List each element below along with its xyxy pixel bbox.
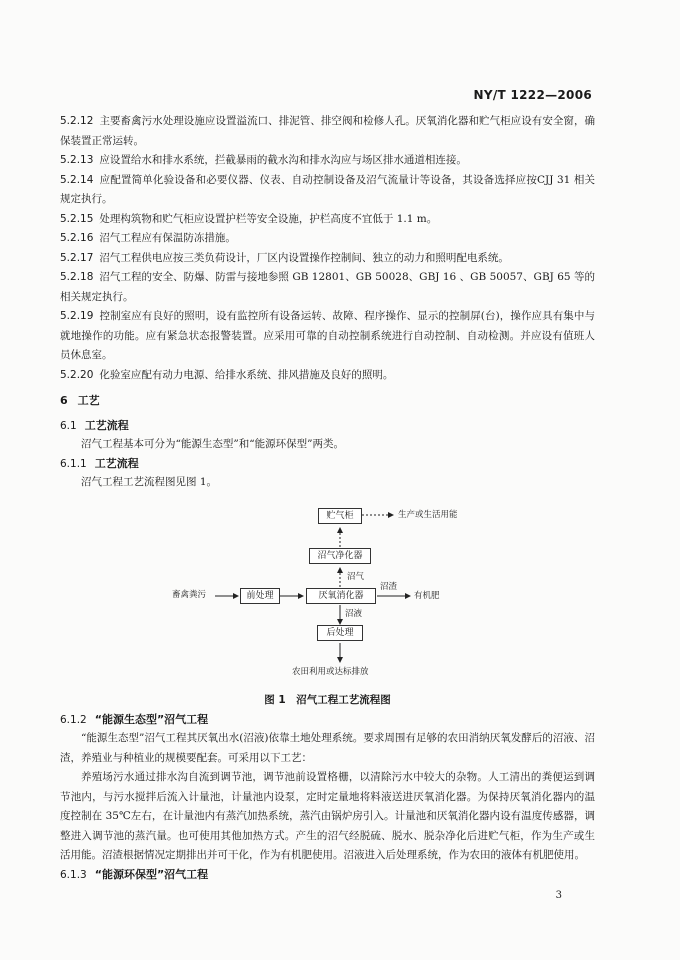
clause-number: 5.2.18 bbox=[60, 271, 94, 283]
input-label: 畜禽粪污 bbox=[172, 590, 207, 600]
posttreat-box: 后处理 bbox=[317, 625, 363, 641]
clause-5-2-16 bbox=[60, 229, 595, 249]
section-number: 6.1.1 bbox=[60, 457, 87, 470]
section-6-1-intro: 沼气工程基本可分为“能源生态型”和“能源环保型”两类。 bbox=[81, 438, 344, 450]
clause-number: 5.2.15 bbox=[60, 212, 94, 225]
clause-text: 应配置简单化验设备和必要仪器、仪表、自动控制设备及沼气流量计等设备，其设备选择应按CJJ 31 相关规定执行。 bbox=[60, 173, 595, 205]
section-number: 6.1.3 bbox=[60, 868, 87, 881]
clause-5-2-20 bbox=[60, 366, 595, 386]
standard-code: NY/T 1222—2006 bbox=[473, 88, 592, 102]
page-content bbox=[60, 112, 595, 884]
section-title: “能源环保型”沼气工程 bbox=[94, 867, 209, 881]
section-title: 工艺流程 bbox=[84, 419, 129, 432]
section-title: 工艺流程 bbox=[94, 456, 139, 470]
section-number: 6 bbox=[60, 394, 68, 407]
clause-text: 沼气工程的安全、防爆、防雷与接地参照 GB 12801、GB 50028、GBJ 16 、GB 50057、GBJ 65 等的相关规定执行。 bbox=[60, 271, 595, 303]
section-6-1-2-para-2: 养殖场污水通过排水沟自流到调节池，调节池前设置格栅，以清除污水中较大的杂物。人工清出的粪便运到调节池内，与污水搅拌后流入计量池，计量池内设泵，定时定量地将料液送进厌氧消化器。为保持厌氧消化器内的温度控制在 35℃左右，在计量池内有蒸汽加热系统，蒸汽由锅炉房引入。计量池和厌氧消化器内设有温度传感器，调整进入调节池的蒸汽量。也可使用其他加热方式。产生的沼气经脱硫、脱水、脱杂净化后进贮气柜，作为生产或生活用能。沼渣根据情况定期排出并可干化，作为有机肥使用。沼液进入后处理系统，作为农田的液体有机肥使用。 bbox=[60, 771, 595, 861]
gas-holder-box: 贮气柜 bbox=[318, 508, 362, 524]
digester-box: 厌氧消化器 bbox=[306, 588, 376, 604]
clause-number: 5.2.13 bbox=[60, 154, 94, 166]
page-number: 3 bbox=[555, 890, 562, 901]
clause-text: 沼气工程供电应按三类负荷设计，厂区内设置操作控制间、独立的动力和照明配电系统。 bbox=[99, 251, 509, 264]
section-6-1-1-intro: 沼气工程工艺流程图见图 1。 bbox=[81, 475, 218, 488]
liquid-label: 沼液 bbox=[345, 609, 363, 619]
pretreat-box: 前处理 bbox=[240, 588, 280, 604]
clause-5-2-17 bbox=[60, 249, 595, 269]
biogas-label: 沼气 bbox=[347, 572, 365, 582]
purifier-box: 沼气净化器 bbox=[309, 548, 371, 564]
clause-5-2-19 bbox=[60, 307, 595, 366]
figure-caption: 图 1 沼气工程工艺流程图 bbox=[264, 694, 391, 706]
clause-5-2-12 bbox=[60, 112, 595, 151]
fertilizer-label: 有机肥 bbox=[414, 591, 440, 601]
clause-number: 5.2.17 bbox=[60, 251, 94, 264]
section-number: 6.1 bbox=[60, 420, 77, 432]
section-title: 工艺 bbox=[77, 394, 100, 407]
section-6-1-2-para-1: “能源生态型”沼气工程其厌氧出水(沼液)依靠土地处理系统。要求周围有足够的农田消纳厌氧发酵后的沼液、沼渣，养殖业与种植业的规模要配套。可采用以下工艺： bbox=[60, 732, 595, 764]
clause-text: 控制室应有良好的照明，设有监控所有设备运转、故障、程序操作、显示的控制屏(台)，操作应具有集中与就地操作的功能。应有紧急状态报警装置。应采用可靠的自动控制系统进行自动控制、自动检测。并应设有值班人员休息室。 bbox=[60, 310, 595, 361]
clause-5-2-13 bbox=[60, 151, 595, 171]
clause-number: 5.2.20 bbox=[60, 368, 94, 381]
residue-label: 沼渣 bbox=[380, 582, 398, 592]
clause-5-2-15 bbox=[60, 210, 595, 230]
clause-text: 化验室应配有动力电源、给排水系统、排风措施及良好的照明。 bbox=[99, 368, 394, 381]
clause-number: 5.2.14 bbox=[60, 173, 94, 186]
gas-use-label: 生产或生活用能 bbox=[398, 510, 458, 520]
section-6-1-3-heading bbox=[60, 866, 595, 884]
clause-text: 处理构筑物和贮气柜应设置护栏等安全设施，护栏高度不宜低于 1.1 m。 bbox=[99, 212, 438, 225]
section-6-heading bbox=[60, 391, 595, 411]
clause-5-2-14 bbox=[60, 171, 595, 210]
clause-number: 5.2.19 bbox=[60, 310, 94, 322]
section-6-1-heading bbox=[60, 417, 595, 435]
discharge-label: 农田利用或达标排放 bbox=[292, 667, 369, 677]
clause-number: 5.2.12 bbox=[60, 115, 94, 127]
clause-number: 5.2.16 bbox=[60, 232, 94, 244]
clause-text: 应设置给水和排水系统，拦截暴雨的截水沟和排水沟应与场区排水通道相连接。 bbox=[99, 154, 467, 166]
section-title: “能源生态型”沼气工程 bbox=[94, 713, 209, 726]
clause-5-2-18 bbox=[60, 268, 595, 307]
process-flow-diagram bbox=[60, 496, 595, 688]
clause-text: 沼气工程应有保温防冻措施。 bbox=[99, 232, 236, 244]
clause-text: 主要畜禽污水处理设施应设置溢流口、排泥管、排空阀和检修人孔。厌氧消化器和贮气柜应设有安全窗，确保装置正常运转。 bbox=[60, 115, 595, 147]
section-number: 6.1.2 bbox=[60, 714, 87, 726]
section-6-1-1-heading bbox=[60, 455, 595, 473]
section-6-1-2-heading bbox=[60, 711, 595, 729]
